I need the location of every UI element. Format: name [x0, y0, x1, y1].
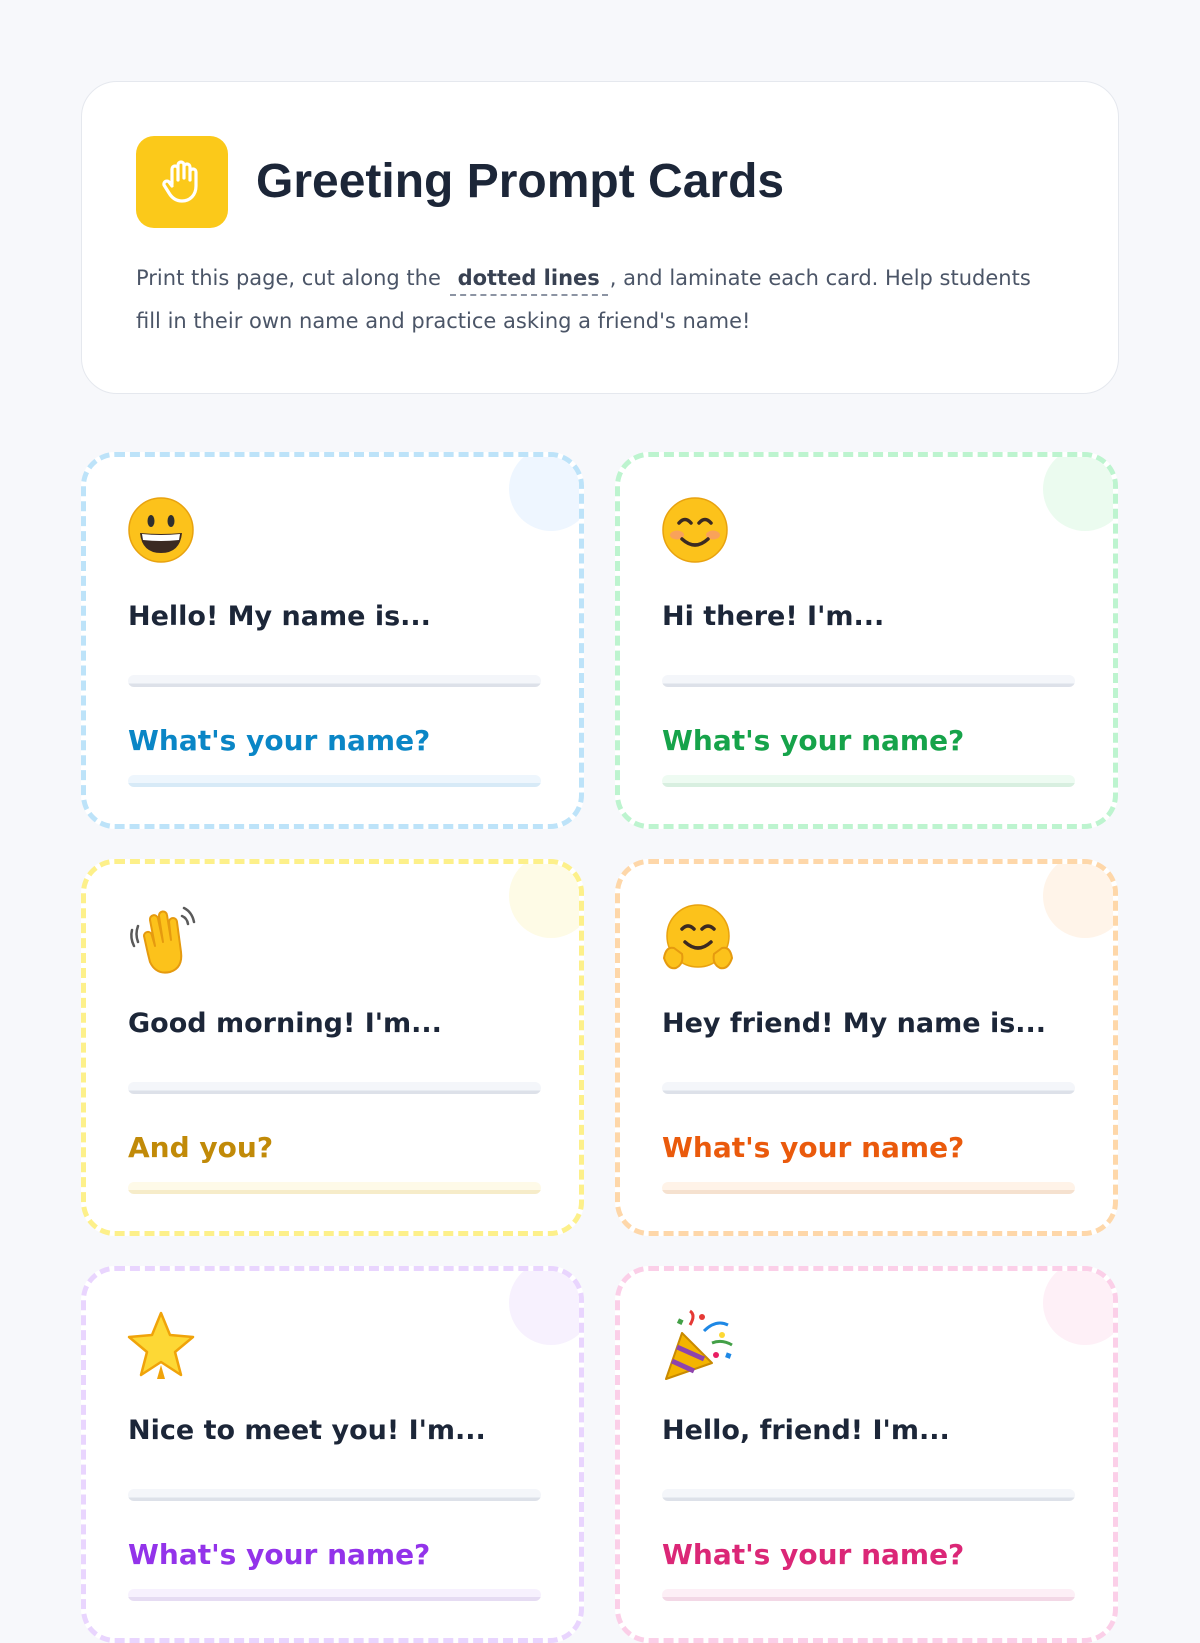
hugging-face-icon — [660, 902, 740, 982]
corner-decoration — [509, 1266, 584, 1345]
question-prompt: What's your name? — [662, 724, 965, 757]
greeting-card — [81, 452, 584, 829]
answer-writing-line[interactable] — [662, 1182, 1075, 1194]
name-writing-line[interactable] — [128, 675, 541, 687]
answer-writing-line[interactable] — [662, 1589, 1075, 1601]
greeting-card — [81, 859, 584, 1236]
greeting-card — [81, 1266, 584, 1643]
corner-decoration — [509, 859, 584, 938]
corner-decoration — [509, 452, 584, 531]
question-prompt: What's your name? — [662, 1131, 965, 1164]
question-prompt: What's your name? — [128, 1538, 431, 1571]
party-popper-icon — [660, 1309, 740, 1389]
name-writing-line[interactable] — [662, 675, 1075, 687]
instructions-text — [136, 257, 1056, 343]
name-writing-line[interactable] — [128, 1489, 541, 1501]
dotted-lines-highlight: dotted lines — [450, 262, 608, 296]
answer-writing-line[interactable] — [662, 775, 1075, 787]
waving-hand-icon — [126, 902, 206, 982]
instructions-text-start: Print this page, cut along the — [136, 266, 441, 290]
greeting-prompt: Hi there! I'm... — [662, 601, 885, 632]
greeting-prompt: Hello! My name is... — [128, 601, 431, 632]
grinning-face-icon — [126, 495, 206, 575]
greeting-prompt: Nice to meet you! I'm... — [128, 1415, 486, 1446]
greeting-prompt: Good morning! I'm... — [128, 1008, 442, 1039]
corner-decoration — [1043, 1266, 1118, 1345]
instructions-text-end: , and laminate each card. Help students fill in their own name and practice asking a friend's name! — [136, 266, 1031, 333]
answer-writing-line[interactable] — [128, 1589, 541, 1601]
smiling-face-icon — [660, 495, 740, 575]
question-prompt: What's your name? — [128, 724, 431, 757]
question-prompt: And you? — [128, 1131, 274, 1164]
answer-writing-line[interactable] — [128, 775, 541, 787]
greeting-card — [615, 452, 1118, 829]
greeting-card — [615, 1266, 1118, 1643]
name-writing-line[interactable] — [662, 1489, 1075, 1501]
greeting-card — [615, 859, 1118, 1236]
question-prompt: What's your name? — [662, 1538, 965, 1571]
answer-writing-line[interactable] — [128, 1182, 541, 1194]
greeting-prompt: Hello, friend! I'm... — [662, 1415, 950, 1446]
name-writing-line[interactable] — [662, 1082, 1075, 1094]
header-card — [81, 81, 1119, 394]
corner-decoration — [1043, 859, 1118, 938]
name-writing-line[interactable] — [128, 1082, 541, 1094]
raised-hand-icon — [136, 136, 228, 228]
corner-decoration — [1043, 452, 1118, 531]
page-title: Greeting Prompt Cards — [256, 155, 785, 208]
glowing-star-icon — [126, 1309, 206, 1389]
greeting-prompt: Hey friend! My name is... — [662, 1008, 1047, 1039]
